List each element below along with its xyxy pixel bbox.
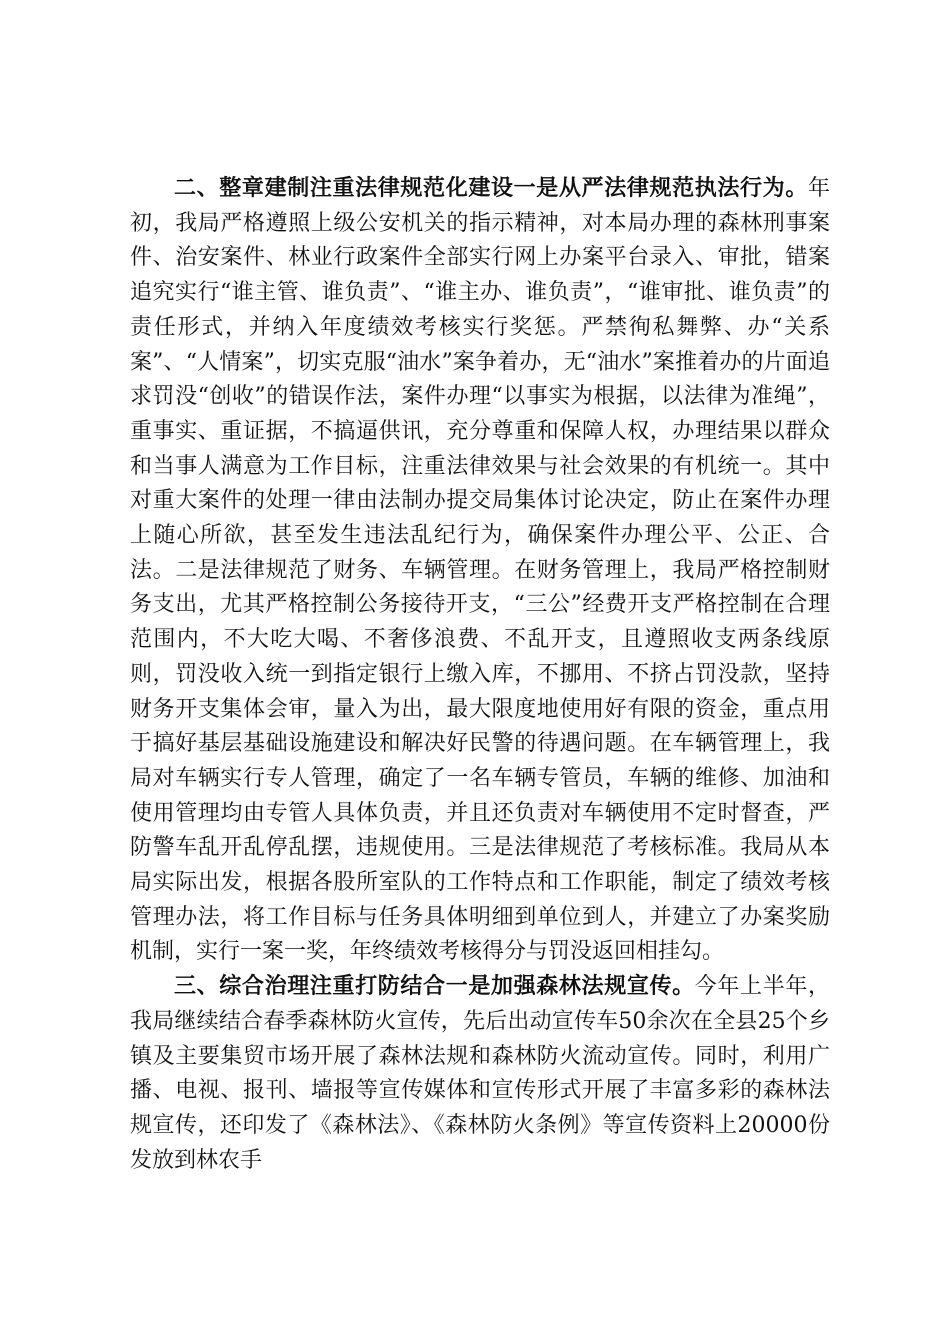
document-body xyxy=(130,172,830,1178)
section-two-text: 年初，我局严格遵照上级公安机关的指示精神，对本局办理的森林刑事案件、治安案件、林业行政案件全部实行网上办案平台录入、审批，错案追究实行“谁主管、谁负责”、“谁主办、谁负责”，“谁审批、谁负责”的责任形式，并纳入年度绩效考核实行奖惩。严禁徇私舞弊、办“关系案”、“人情案”，切实克服“油水”案争着办，无“油水”案推着办的片面追求罚没“创收”的错误作法，案件办理“以事实为根据，以法律为准绳”，重事实、重证据，不搞逼供讯，充分尊重和保障人权，办理结果以群众和当事人满意为工作目标，注重法律效果与社会效果的有机统一。其中对重大案件的处理一律由法制办提交局集体讨论决定，防止在案件办理上随心所欲，甚至发生违法乱纪行为，确保案件办理公平、公正、合法。二是法律规范了财务、车辆管理。在财务管理上，我局严格控制财务支出，尤其严格控制公务接待开支，“三公”经费开支严格控制在合理范围内，不大吃大喝、不奢侈浪费、不乱开支，且遵照收支两条线原则，罚没收入统一到指定银行上缴入库，不挪用、不挤占罚没款，坚持财务开支集体会审，量入为出，最大限度地使用好有限的资金，重点用于搞好基层基础设施建设和解决好民警的待遇问题。在车辆管理上，我局对车辆实行专人管理，确定了一名车辆专管员，车辆的维修、加油和使用管理均由专管人具体负责，并且还负责对车辆使用不定时督查，严防警车乱开乱停乱摆，违规使用。三是法律规范了考核标准。我局从本局实际出发，根据各股所室队的工作特点和工作职能，制定了绩效考核管理办法，将工作目标与任务具体明细到单位到人，并建立了办案奖励机制，实行一案一奖，年终绩效考核得分与罚没返回相挂勾。 xyxy=(130,176,830,965)
paragraph-section-two xyxy=(130,172,830,970)
section-three-text: 今年上半年，我局继续结合春季森林防火宣传，先后出动宣传车50余次在全县25个乡镇及主要集贸市场开展了森林法规和森林防火流动宣传。同时，利用广播、电视、报刊、墙报等宣传媒体和宣传形式开展了丰富多彩的森林法规宣传，还印发了《森林法》、《森林防火条例》等宣传资料上20000份发放到林农手 xyxy=(130,974,830,1173)
section-two-heading: 二、整章建制注重法律规范化建设一是从严法律规范执法行为。 xyxy=(174,176,808,201)
paragraph-section-three xyxy=(130,970,830,1178)
section-three-heading: 三、综合治理注重打防结合一是加强森林法规宣传。 xyxy=(174,974,695,1000)
